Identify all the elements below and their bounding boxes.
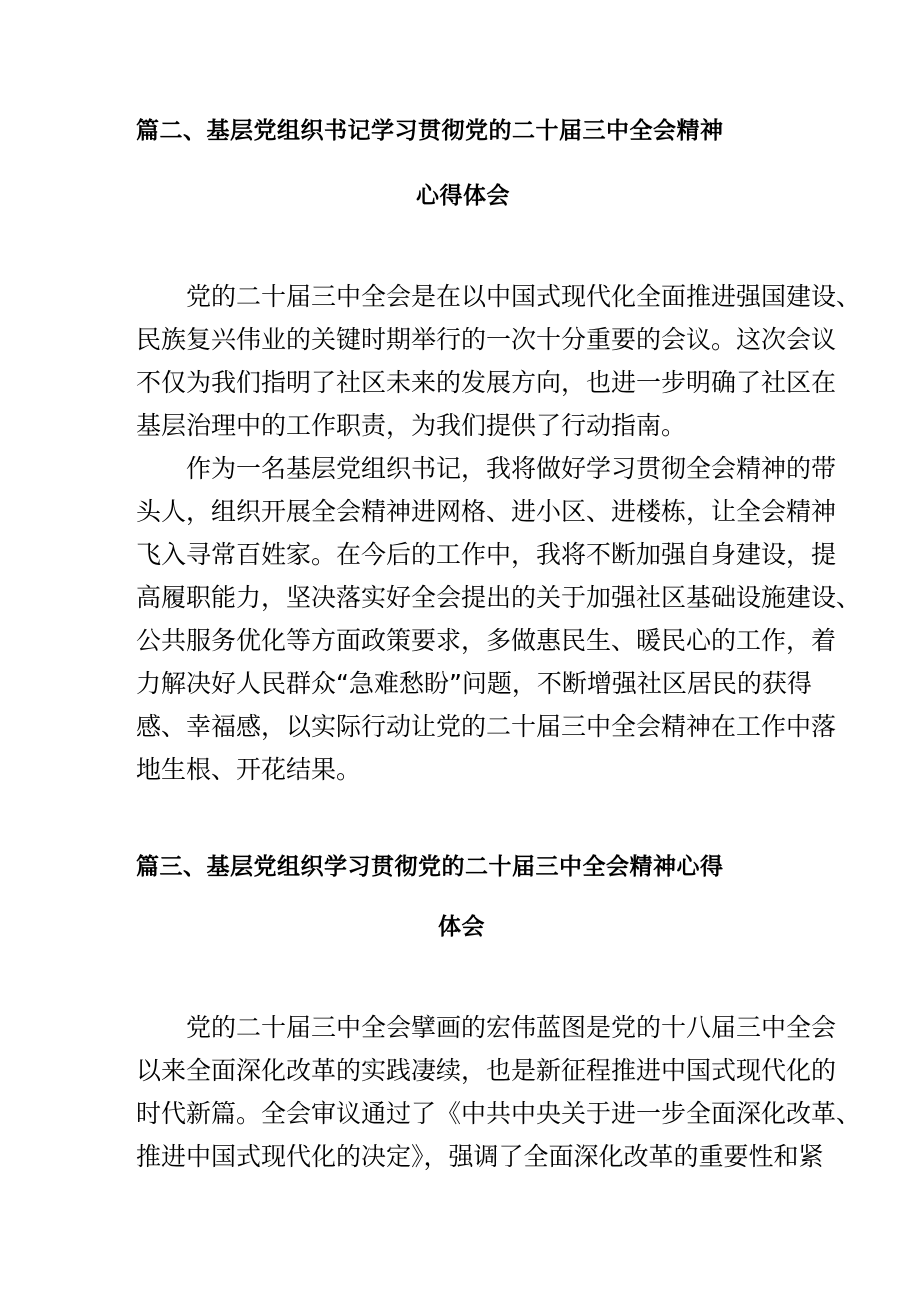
- section-1-paragraph-line: 党的二十届三中全会是在以中国式现代化全面推进强国建设、: [136, 282, 862, 311]
- section-1-paragraph-line: 民族复兴伟业的关键时期举行的一次十分重要的会议。这次会议: [136, 325, 837, 354]
- section-2-paragraph-line: 党的二十届三中全会擘画的宏伟蓝图是党的十八届三中全会: [136, 1013, 837, 1042]
- section-1-paragraph-line: 头人，组织开展全会精神进网格、进小区、进楼栋，让全会精神: [136, 497, 837, 526]
- section-1-paragraph-line: 不仅为我们指明了社区未来的发展方向，也进一步明确了社区在: [136, 368, 837, 397]
- section-1-paragraph-line: 地生根、开花结果。: [136, 755, 362, 784]
- section-1-paragraph-line: 作为一名基层党组织书记，我将做好学习贯彻全会精神的带: [136, 454, 837, 483]
- section-2-paragraph-line: 时代新篇。全会审议通过了《中共中央关于进一步全面深化改革、: [136, 1099, 862, 1128]
- section-1-paragraph-line: 感、幸福感，以实际行动让党的二十届三中全会精神在工作中落: [136, 712, 837, 741]
- section-2-title-line-2: 体会: [438, 914, 485, 940]
- section-1-paragraph-line: 基层治理中的工作职责，为我们提供了行动指南。: [136, 411, 687, 440]
- section-1-paragraph-line: 飞入寻常百姓家。在今后的工作中，我将不断加强自身建设，提: [136, 540, 837, 569]
- section-2-paragraph-line: 推进中国式现代化的决定》，强调了全面深化改革的重要性和紧: [136, 1142, 824, 1171]
- section-2-paragraph-line: 以来全面深化改革的实践凄续，也是新征程推进中国式现代化的: [136, 1056, 837, 1085]
- section-2-title-line-1: 篇三、基层党组织学习贯彻党的二十届三中全会精神心得: [136, 854, 724, 880]
- section-1-paragraph-line: 公共服务优化等方面政策要求，多做惠民生、暖民心的工作，着: [136, 626, 837, 655]
- section-1-title-line-1: 篇二、基层党组织书记学习贯彻党的二十届三中全会精神: [136, 118, 724, 144]
- section-1-paragraph-line: 高履职能力，坚决落实好全会提出的关于加强社区基础设施建设、: [136, 583, 862, 612]
- section-1-title-line-2: 心得体会: [416, 183, 510, 209]
- section-1-paragraph-line: 力解决好人民群众“急难愁盼”问题，不断增强社区居民的获得: [136, 669, 812, 698]
